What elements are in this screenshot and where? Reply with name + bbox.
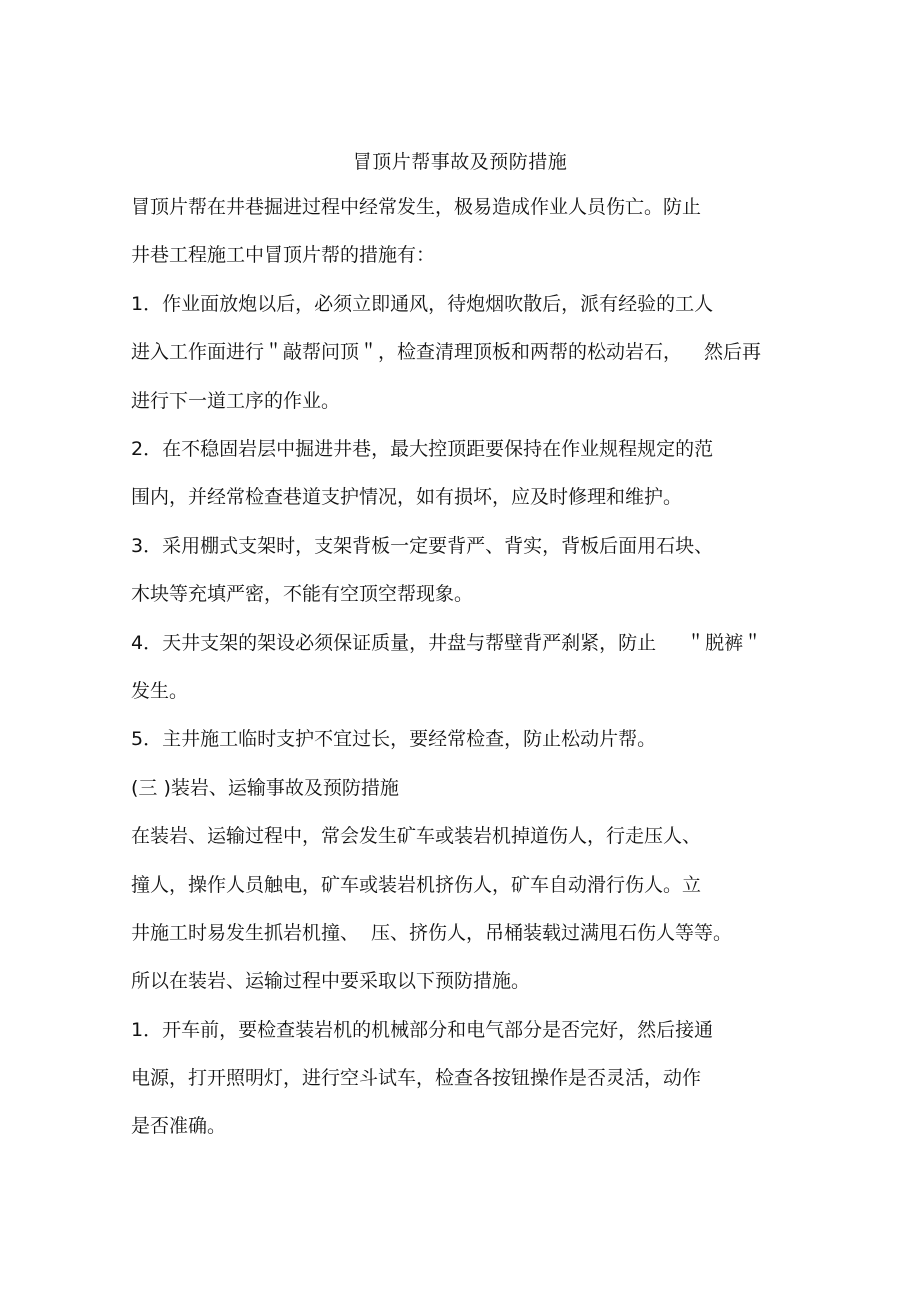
paragraph-line: 是否准确。 bbox=[131, 1115, 227, 1137]
paragraph-line: 1．作业面放炮以后，必须立即通风，待炮烟吹散后，派有经验的工人 bbox=[131, 293, 714, 315]
paragraph-line: 在装岩、运输过程中，常会发生矿车或装岩机掉道伤人，行走压人、 bbox=[131, 825, 702, 847]
paragraph-line: 围内，并经常检查巷道支护情况，如有损坏，应及时修理和维护。 bbox=[131, 486, 683, 508]
paragraph-line bbox=[131, 631, 762, 655]
paragraph-line: 冒顶片帮在井巷掘进过程中经常发生，极易造成作业人员伤亡。防止 bbox=[131, 196, 702, 218]
paragraph-line: 撞人，操作人员触电，矿车或装岩机挤伤人，矿车自动滑行伤人。立 bbox=[131, 874, 702, 896]
paragraph-line: 所以在装岩、运输过程中要采取以下预防措施。 bbox=[131, 970, 531, 992]
paragraph-line: 1．开车前，要检查装岩机的机械部分和电气部分是否完好，然后接通 bbox=[131, 1019, 714, 1041]
paragraph-line bbox=[131, 921, 732, 945]
paragraph-line: 木块等充填严密，不能有空顶空帮现象。 bbox=[131, 583, 474, 605]
paragraph-line: 5．主井施工临时支护不宜过长，要经常检查，防止松动片帮。 bbox=[131, 728, 657, 750]
line-segment: 压、挤伤人，吊桶装载过满甩石伤人等等。 bbox=[371, 922, 733, 944]
paragraph-line: 井巷工程施工中冒顶片帮的措施有： bbox=[131, 244, 436, 266]
paragraph-line: 发生。 bbox=[131, 680, 189, 702]
paragraph-line: 电源，打开照明灯，进行空斗试车，检查各按钮操作是否灵活，动作 bbox=[131, 1067, 702, 1089]
line-segment: 4．天井支架的架设必须保证质量，井盘与帮壁背严刹紧，防止 bbox=[131, 632, 657, 654]
paragraph-line: 3．采用棚式支架时，支架背板一定要背严、背实，背板后面用石块、 bbox=[131, 535, 714, 557]
paragraph-line: 2．在不稳固岩层中掘进井巷，最大控顶距要保持在作业规程规定的范 bbox=[131, 438, 714, 460]
paragraph-line: 进行下一道工序的作业。 bbox=[131, 390, 341, 412]
document-title: 冒顶片帮事故及预防措施 bbox=[352, 151, 568, 173]
line-segment: 井施工时易发生抓岩机撞、 bbox=[131, 922, 360, 944]
paragraph-line bbox=[131, 340, 761, 364]
line-segment: 进入工作面进行＂敲帮问顶＂，检查清理顶板和两帮的松动岩石， bbox=[131, 341, 683, 363]
section-heading: (三 )装岩、运输事故及预防措施 bbox=[131, 777, 399, 799]
line-segment: 然后再 bbox=[704, 341, 762, 363]
line-segment: ＂脱裤＂ bbox=[686, 632, 763, 654]
